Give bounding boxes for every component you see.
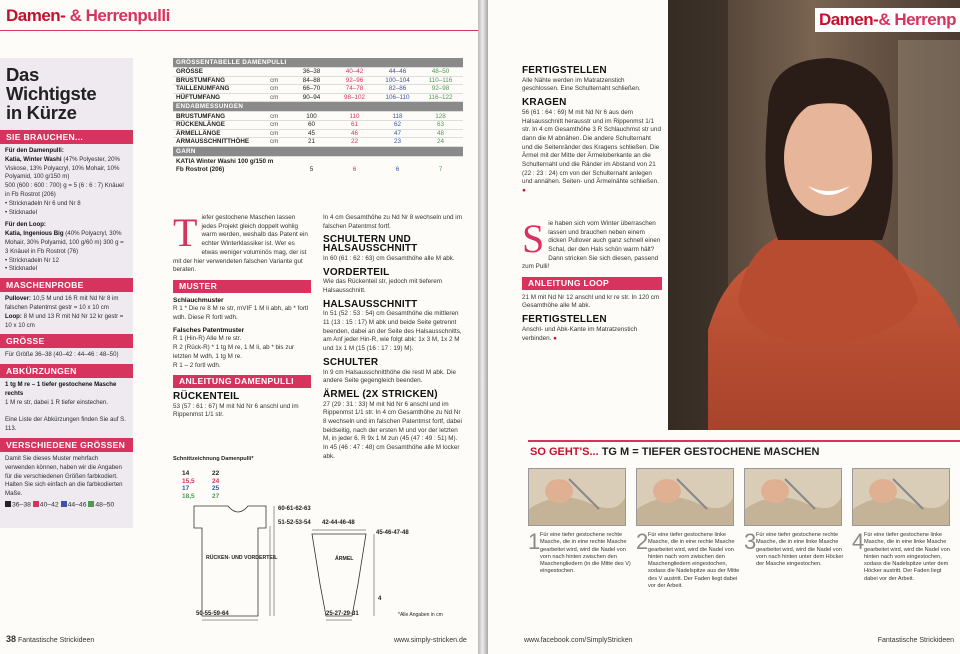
table-row-label: ARMAUSSCHNITTHÖHE — [176, 138, 250, 146]
abk-definition: 1 M re str, dabei 1 R tiefer einstechen. — [5, 398, 108, 406]
loop-label: Für den Loop: — [5, 221, 46, 229]
damen-composition: (47% Polyester, 20% Viskose, 13% Polyacryl, 10% Mohair, 10% Polyamid, 100 g/150 m) — [5, 155, 120, 181]
table-row-label: HÜFTUMFANG — [176, 94, 221, 102]
fertigstellen2-text — [522, 326, 662, 343]
schulter-heading: SCHULTERN UND HALSAUSSCHNITT — [323, 234, 418, 255]
size-table — [173, 58, 463, 174]
aermel-text: 27 (29 : 31 : 33) M mit Nd Nr 6 anschl und im Rippenmst 1/1 str. In 4 cm Gesamthöhe zu Nd Nr 8 wechseln und im falschen Patentmst fortf, dabei beidseitig, nach der ersten M und vor der letzten M, in jeder 6. R 9x 1 M zun (45 (47 : 49 : 51) M). In 45 (46 : 47 : 48) cm Gesamthöhe alle M locker abk. — [323, 400, 462, 460]
garn-name: KATIA Winter Washi 100 g/150 m — [176, 157, 274, 165]
table-cell: 23 — [393, 138, 401, 146]
abk-term: 1 tg M re – 1 tiefer gestochene Masche rechts — [5, 381, 117, 397]
rubric-right — [815, 8, 960, 32]
table-cell: 116–122 — [428, 94, 453, 102]
gutter — [478, 0, 488, 654]
fertigstellen-text: Alle Nähte werden im Matratzenstich geschlossen. Eine Schulternaht schließen. — [522, 76, 641, 93]
kragen-heading: KRAGEN — [522, 97, 567, 109]
legend-swatch-4 — [88, 501, 94, 507]
measure-left-1: 14 — [182, 470, 190, 477]
schlauch-text: R 1 * Die re 8 M re str, mVIF 1 M li abh, ab * fortl wdh. Diese R fortl wdh. — [173, 305, 309, 322]
measure-left-4: 18,5 — [182, 492, 195, 500]
sidebar-head-maschenprobe: MASCHENPROBE — [0, 278, 133, 292]
page-number: 38 — [6, 634, 17, 644]
table-cell: 100 — [306, 112, 317, 120]
table-row — [173, 94, 463, 103]
groesse-text: Für Größe 36–38 (40–42 : 44–46 : 48–50) — [5, 351, 119, 359]
sidebar-head-abkuerzungen: ABKÜRZUNGEN — [0, 364, 133, 378]
end-marker-icon: ● — [553, 334, 557, 342]
damen-label: Für den Damenpulli: — [5, 147, 64, 154]
garn-qty-4: 7 — [438, 166, 443, 174]
table-row-unit: cm — [270, 112, 279, 120]
fertigstellen-heading: FERTIGSTELLEN — [522, 65, 607, 76]
damen-sticknadel: • Sticknadel — [5, 208, 37, 216]
table-cell: 98–102 — [343, 94, 365, 102]
photo-illustration — [668, 0, 960, 430]
table-row — [173, 130, 463, 139]
end-marker-icon: ● — [522, 187, 526, 195]
table-body-groessen — [173, 68, 463, 102]
table-cell: 40–42 — [345, 68, 364, 76]
falsch-heading: Falsches Patentmuster — [173, 326, 245, 334]
footer-url[interactable]: www.simply-stricken.de — [394, 637, 467, 644]
sidebar-head-groesse: GRÖSSE — [0, 334, 133, 348]
table-cell: 66–70 — [302, 85, 321, 93]
verschiedene-text: Damit Sie dieses Muster mehrfach verwenden können, haben wir die Angaben für die verschiedenen Größen farbkodiert. Halten Sie sich einfach an die farbkodierten Maße. — [5, 454, 123, 498]
table-cell: 63 — [436, 121, 444, 129]
sidebar-title-line1: Das Wichtigste — [6, 64, 97, 104]
howto-step-number: 3 — [744, 529, 757, 554]
howto-step-photo — [852, 468, 950, 526]
table-cell: 62 — [393, 121, 401, 129]
schematic-label-body: RÜCKEN- UND VORDERTEIL — [206, 555, 278, 561]
fertigstellen2-heading: FERTIGSTELLEN — [522, 314, 607, 326]
legend-label-4: 48–50 — [95, 501, 115, 509]
table-row — [173, 85, 463, 94]
table-cell: 118 — [392, 112, 403, 120]
howto-step-photo — [636, 468, 734, 526]
rubric-right-part-a: Damen- — [818, 10, 879, 29]
falsch-row1: R 1 (Hin-R) Alle M re str. — [173, 335, 242, 343]
table-row-unit: cm — [270, 85, 279, 93]
falsch-text — [173, 335, 311, 370]
table-body-endabmessungen — [173, 112, 463, 146]
falsch-row2: R 2 (Rück-R) * 1 tg M re, 1 M li, ab * bis zur letzten M wdh, 1 tg M re. — [173, 344, 295, 360]
garn-qty-2: 6 — [352, 166, 357, 174]
garn-qty-3: 6 — [395, 166, 400, 174]
schematic-title: Schnittzeichnung Damenpulli* — [173, 456, 254, 462]
measure-body-length: 60-61-62-63 — [278, 506, 311, 512]
table-row — [173, 112, 463, 121]
column-finishing — [522, 62, 662, 345]
howto-step-number: 4 — [852, 529, 865, 554]
kragen-text-body: 56 (61 : 64 : 69) M mit Nd Nr 6 aus dem Halsausschnitt herausstr und im Rippenmst 1/1 str. In 4 cm Gesamthöhe 3 R Schlauchmst str und dann die M abnähen. Die andere Schulternaht und die Seitenränder des Kragens schließen. Die Ärmel mit der Mitte der Ärmeloberkante an die Schulternaht und die Ränder im Abstand von 21 (22 : 23 : 24) cm von der Schulternaht anlegen und annähen. Seiten- und Ärmelnähte schließen. — [522, 108, 661, 186]
measure-sleeve-top: 42-44-46-48 — [322, 520, 355, 526]
measure-sleeve-cuff: 25-27-29-31 — [326, 611, 359, 617]
table-cell: 36–38 — [302, 68, 321, 76]
damen-yarn: Katia, Winter Washi — [5, 155, 62, 163]
abkuerzungen-text — [0, 381, 133, 434]
rubric-part-b: & Herrenpulli — [69, 6, 170, 25]
table-cell: 22 — [350, 138, 358, 146]
materials-damen — [0, 147, 133, 217]
loop-instructions: 21 M mit Nd Nr 12 anschl und kr re str. In 120 cm Gesamthöhe alle M abk. — [522, 293, 660, 310]
garn-qty-1: 5 — [309, 166, 314, 174]
table-cell: 44–46 — [388, 68, 407, 76]
table-cell: 90–94 — [302, 94, 321, 102]
legend-swatch-3 — [61, 501, 67, 507]
schematic-label-sleeve: ÄRMEL — [335, 556, 354, 562]
table-cell: 21 — [307, 138, 315, 146]
sidebar-title — [0, 58, 133, 126]
body-piece-outline — [194, 506, 266, 616]
howto-title-b: TG M = TIEFER GESTOCHENE MASCHEN — [601, 446, 820, 458]
halsausschnitt-heading: HALSAUSSCHNITT — [323, 298, 418, 310]
table-cell: 100–104 — [385, 76, 410, 84]
table-cell: 48 — [436, 129, 444, 137]
damen-needles: • Stricknadeln Nr 6 und Nr 8 — [5, 199, 81, 207]
column-instructions-left — [173, 210, 311, 422]
intro-dropcap: T — [173, 210, 198, 255]
table-row-unit: cm — [270, 129, 279, 137]
table-cell: 48–50 — [431, 68, 450, 76]
garn-color: Fb Rostrot (206) — [176, 166, 225, 174]
table-cell: 92–96 — [345, 76, 364, 84]
falsch-repeat: R 1 – 2 fortl wdh. — [173, 361, 221, 369]
howto-step-text: Für eine tiefer gestochene linke Masche, die in eine rechte Masche gearbeitet wird, wird die Nadel von hinten nach vorn zwischen den Maschengliedern eingestochen, sodass die Nadelspitze aus der Mitte des V austritt. Der Faden liegt dabei vor der Arbeit. — [648, 532, 740, 590]
table-head-endabmessungen: ENDABMESSUNGEN — [173, 102, 463, 112]
vorderteil-text: Wie das Rückenteil str, jedoch mit tieferem Halsausschnitt. — [323, 278, 442, 294]
right-page — [488, 0, 960, 654]
howto-step-number: 1 — [528, 529, 541, 554]
measure-left-2: 15,5 — [182, 477, 195, 485]
measure-shoulder-3: 25 — [212, 485, 220, 492]
probe-pullover-text: 10,5 M und 16 R mit Nd Nr 8 im falschen Patentmst gestr = 10 x 10 cm — [5, 295, 119, 311]
size-color-legend — [0, 501, 133, 510]
table-row — [173, 68, 463, 77]
measure-body-armhole: 51-52-53-54 — [278, 520, 311, 526]
schematic-shoulder-measures — [212, 470, 219, 500]
aermel-heading: ÄRMEL (2X STRICKEN) — [323, 388, 438, 400]
maschenprobe-text — [0, 295, 133, 330]
table-cell: 106–110 — [385, 94, 410, 102]
measure-body-width: 50-55-59-64 — [196, 611, 229, 617]
howto-step-photo — [528, 468, 626, 526]
schulter2-text: In 9 cm Halsausschnitthöhe die restl M abk. Die andere Seite gegengleich beenden. — [323, 368, 456, 385]
schematic-left-measures — [182, 470, 195, 500]
rubric — [6, 6, 170, 26]
howto-title-a: SO GEHT'S... — [530, 446, 599, 458]
vorderteil-heading: VORDERTEIL — [323, 266, 390, 278]
probe-loop-label: Loop: — [5, 312, 22, 320]
intro-text: iefer gestochene Maschen lassen jedes Projekt gleich doppelt wohlig warm werden, weshalb das Patent ein echter Winterklassiker ist. Wer es etwas weniger voluminös mag, der ist mit der hier verwendeten falschen Variante gut beraten. — [173, 214, 308, 274]
section-head-anleitung-damenpulli: ANLEITUNG DAMENPULLI — [173, 375, 311, 388]
table-row — [173, 157, 463, 166]
sleeve-piece-outline — [312, 534, 366, 616]
howto-step-number: 2 — [636, 529, 649, 554]
section-head-anleitung-loop: ANLEITUNG LOOP — [522, 277, 662, 290]
loop-sticknadel: • Sticknadel — [5, 265, 37, 273]
measure-cuff-height: 4 — [378, 596, 382, 602]
schulter2-heading: SCHULTER — [323, 356, 379, 368]
table-row-unit: cm — [270, 76, 279, 84]
howto-step-text: Für eine tiefer gestochene rechte Masche, die in eine linke Masche gearbeitet wird, wird die Nadel von vorn nach hinten unter dem Höcker der Masche eingestochen. — [756, 532, 844, 568]
table-row-unit: cm — [270, 138, 279, 146]
howto-box — [528, 440, 960, 610]
table-cell: 61 — [350, 121, 358, 129]
howto-step-photo — [744, 468, 842, 526]
legend-swatch-2 — [33, 501, 39, 507]
table-cell: 110–116 — [428, 76, 453, 84]
table-cell: 60 — [307, 121, 315, 129]
damen-quantity: 500 (600 : 600 : 700) g = 5 (6 : 6 : 7) Knäuel in Fb Rostrot (206) — [5, 182, 124, 198]
table-cell: 110 — [349, 112, 360, 120]
howto-step — [852, 468, 956, 583]
abk-more: Eine Liste der Abkürzungen finden Sie auf S. 113. — [5, 416, 126, 433]
kragen-text — [522, 109, 662, 196]
legend-label-3: 44–46 — [67, 501, 87, 509]
table-cell: 128 — [435, 112, 446, 120]
howto-step-text: Für eine tiefer gestochene rechte Masche, die in eine rechte Masche gearbeitet wird, wird die Nadel von vorn nach hinten zwischen den Maschengliedern (in die Mitte des V) eingestochen. — [540, 532, 631, 575]
fertigstellen2-body: Anschl- und Abk-Kante im Matratzenstich verbinden. — [522, 325, 638, 342]
measure-shoulder-4: 27 — [212, 492, 220, 500]
magazine-name-right: Fantastische Strickideen — [877, 637, 954, 644]
materials-loop — [0, 221, 133, 274]
table-row-label: ÄRMELLÄNGE — [176, 129, 221, 137]
ruecken-text: 53 (57 : 61 : 67) M mit Nd Nr 6 anschl und im Rippenmst 1/1 str. — [173, 402, 299, 419]
magazine-name: Fantastische Strickideen — [17, 637, 95, 644]
rubric-part-a: Damen- — [6, 6, 66, 25]
sidebar-head-brauchen: SIE BRAUCHEN... — [0, 130, 133, 144]
table-cell: 74–78 — [345, 85, 364, 93]
table-row — [173, 77, 463, 86]
table-cell: 84–88 — [302, 76, 321, 84]
loop-yarn: Katia, Ingenious Big — [5, 230, 64, 238]
table-cell: 82–86 — [388, 85, 407, 93]
howto-title — [528, 442, 960, 458]
probe-pullover-label: Pullover: — [5, 295, 32, 303]
model-photo — [668, 0, 960, 430]
table-row — [173, 165, 463, 174]
probe-loop-text: 8 M und 13 R mit Nd Nr 12 kr gestr = 10 x 10 cm — [5, 312, 124, 329]
face — [784, 100, 872, 216]
loop-composition: (40% Polyacryl, 30% Mohair, 30% Polyamid, 100 g/60 m) 300 g = 3 Knäuel in Fb Rostrot (76) — [5, 230, 124, 255]
legend-swatch-1 — [5, 501, 11, 507]
schematic-note: *Alle Angaben in cm — [398, 612, 443, 618]
table-row-label: BRUSTUMFANG — [176, 76, 225, 84]
table-row-unit: cm — [270, 121, 279, 129]
measure-left-3: 17 — [182, 485, 190, 492]
ruecken-heading: RÜCKENTEIL — [173, 390, 240, 402]
measure-shoulder-1: 22 — [212, 470, 220, 477]
howto-step — [528, 468, 632, 576]
table-head-garn: GARN — [173, 147, 463, 157]
schulter-text: In 60 (61 : 62 : 63) cm Gesamthöhe alle M abk. — [323, 254, 455, 262]
sidebar-box — [0, 58, 133, 528]
intro-paragraph — [173, 210, 311, 275]
section-head-muster: MUSTER — [173, 280, 311, 293]
loop-intro-text: ie haben sich vom Winter überraschen lassen und brauchen neben einem dicken Pullover auch ganz schnell einen Schal, der den Hals schön warm hält? Dann stricken Sie sich diesen, passend zum Pulli! — [522, 219, 661, 271]
header-rule — [0, 30, 478, 31]
table-head-groessentabelle: GRÖSSENTABELLE DAMENPULLI — [173, 58, 463, 68]
table-cell: 92–98 — [431, 85, 450, 93]
table-cell: 24 — [436, 138, 444, 146]
sidebar-head-verschiedene: VERSCHIEDENE GRÖSSEN — [0, 438, 133, 452]
table-row-label: GRÖSSE — [176, 68, 203, 76]
halsausschnitt-text: In 51 (52 : 53 : 54) cm Gesamthöhe die mittleren 11 (13 : 15 : 17) M abk und beide Seite getrennt beenden, dabei an der Seite des Halsausschnitts, am Anf jeder Hin-R, wie folgt abk: 1x 3 M, 1x 2 M und 1x 1 M (15 (16 : 17 : 19) M). — [323, 310, 462, 353]
howto-step — [636, 468, 740, 590]
table-row — [173, 121, 463, 130]
column-instructions-right — [323, 214, 463, 464]
measure-sleeve-length: 45-46-47-48 — [376, 530, 409, 536]
legend-label-1: 36–38 — [12, 501, 31, 509]
table-cell: 46 — [350, 129, 358, 137]
table-cell: 45 — [307, 129, 315, 137]
rubric-right-part-b: & Herrenp — [878, 10, 956, 29]
measure-shoulder-2: 24 — [212, 477, 220, 485]
sidebar-title-line2: in Kürze — [6, 102, 77, 123]
howto-step — [744, 468, 848, 568]
left-page — [0, 0, 478, 654]
col3-intro: In 4 cm Gesamthöhe zu Nd Nr 8 wechseln und im falschen Patentmst fortf. — [323, 214, 462, 230]
footer-url-right[interactable]: www.facebook.com/SimplyStricken — [524, 637, 633, 644]
footer-left — [6, 634, 94, 644]
schlauch-heading: Schlauchmuster — [173, 296, 224, 304]
loop-intro — [522, 215, 662, 272]
loop-dropcap: S — [522, 215, 545, 261]
table-row-label: TAILLENUMFANG — [176, 85, 230, 93]
table-row-unit: cm — [270, 94, 279, 102]
howto-step-text: Für eine tiefer gestochene linke Masche, die in eine linke Masche gearbeitet wird, wird die Nadel von hinten nach vorn eingestochen, sodass die Nadelspitze unter dem Höcker austritt. Der Faden liegt dabei vor der Arbeit. — [864, 532, 950, 582]
loop-needles: • Stricknadeln Nr 12 — [5, 256, 59, 264]
table-row-label: RÜCKENLÄNGE — [176, 121, 225, 129]
legend-label-2: 40–42 — [39, 501, 59, 509]
table-row-label: BRUSTUMFANG — [176, 112, 225, 120]
table-row — [173, 138, 463, 147]
table-cell: 47 — [393, 129, 401, 137]
